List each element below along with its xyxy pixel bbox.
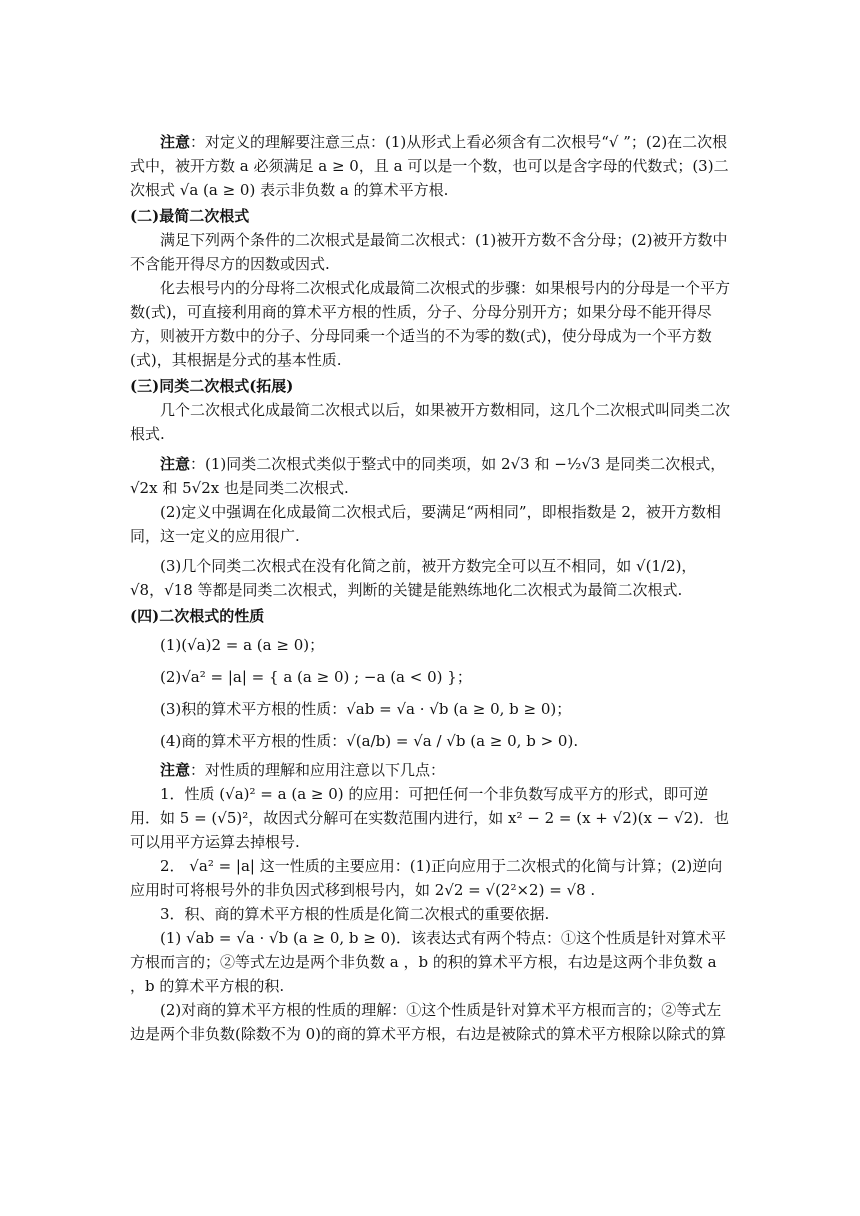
list-item: (1) √ab = √a · √b (a ≥ 0, b ≥ 0)．该表达式有两个特点：①这个性质是针对算术平方根而言的；②等式左边是两个非负数 a ，b 的积的算术平方根，右边是这两个非负数 a ，b 的算术平方根的积. — [130, 929, 727, 995]
note-label: 注意 — [160, 133, 191, 151]
note-paragraph: (3)几个同类二次根式在没有化简之前，被开方数完全可以互不相同，如 √(1/2)，√8，√18 等都是同类二次根式，判断的关键是能熟练地化二次根式为最简二次根式. — [130, 557, 697, 599]
note-text: ：对性质的理解和应用注意以下几点： — [190, 761, 446, 779]
property-3: (3)积的算术平方根的性质：√ab = √a · √b (a ≥ 0, b ≥ 0)； — [160, 700, 572, 718]
list-item: (2)对商的算术平方根的性质的理解：①这个性质是针对算术平方根而言的；②等式左边是两个非负数(除数不为 0)的商的算术平方根，右边是被除式的算术平方根除以除式的算 — [130, 1001, 727, 1043]
property-1: (1)(√a)2 = a (a ≥ 0)； — [160, 636, 325, 654]
paragraph: 几个二次根式化成最简二次根式以后，如果被开方数相同，这几个二次根式叫同类二次根式. — [130, 401, 731, 443]
list-item: 3．积、商的算术平方根的性质是化简二次根式的重要依据. — [160, 905, 550, 923]
note-label: 注意 — [160, 761, 191, 779]
note-paragraph — [130, 452, 730, 500]
note-paragraph — [130, 758, 730, 782]
definition-note — [130, 130, 730, 202]
document-body — [130, 130, 730, 1046]
property-4: (4)商的算术平方根的性质：√(a/b) = √a / √b (a ≥ 0, b > 0). — [160, 732, 579, 750]
list-item: 2． √a² = |a| 这一性质的主要应用：(1)正向应用于二次根式的化简与计算；(2)逆向应用时可将根号外的非负因式移到根号内，如 2√2 = √(2²×2) = √8 . — [130, 857, 723, 899]
section-heading-simplest-radical: (二)最简二次根式 — [130, 207, 250, 225]
property-2: (2)√a² = |a| = { a (a ≥ 0) ; −a (a < 0) }； — [160, 668, 472, 686]
note-text: ：(1)同类二次根式类似于整式中的同类项，如 2√3 和 −½√3 是同类二次根式，√2x 和 5√2x 也是同类二次根式. — [130, 455, 726, 497]
note-label: 注意 — [160, 455, 191, 473]
note-text: ：对定义的理解要注意三点：(1)从形式上看必须含有二次根号“√ ”；(2)在二次根式中，被开方数 a 必须满足 a ≥ 0，且 a 可以是一个数，也可以是含字母的代数式；(3)二次根式 √a (a ≥ 0) 表示非负数 a 的算术平方根. — [130, 133, 729, 199]
note-paragraph: (2)定义中强调在化成最简二次根式后，要满足“两相同”，即根指数是 2，被开方数相同，这一定义的应用很广. — [130, 503, 721, 545]
section-heading-like-radicals: (三)同类二次根式(拓展) — [130, 377, 294, 395]
paragraph: 化去根号内的分母将二次根式化成最简二次根式的步骤：如果根号内的分母是一个平方数(式)，可直接利用商的算术平方根的性质，分子、分母分别开方；如果分母不能开得尽方，则被开方数中的分子、分母同乘一个适当的不为零的数(式)，使分母成为一个平方数(式)，其根据是分式的基本性质. — [130, 279, 731, 369]
list-item: 1．性质 (√a)² = a (a ≥ 0) 的应用：可把任何一个非负数写成平方的形式，即可逆用．如 5 = (√5)²，故因式分解可在实数范围内进行，如 x² − 2 = (x + √2)(x − √2)．也可以用平方运算去掉根号. — [130, 785, 729, 851]
section-heading-properties: (四)二次根式的性质 — [130, 607, 265, 625]
paragraph: 满足下列两个条件的二次根式是最简二次根式：(1)被开方数不含分母；(2)被开方数中不含能开得尽方的因数或因式. — [130, 231, 728, 273]
